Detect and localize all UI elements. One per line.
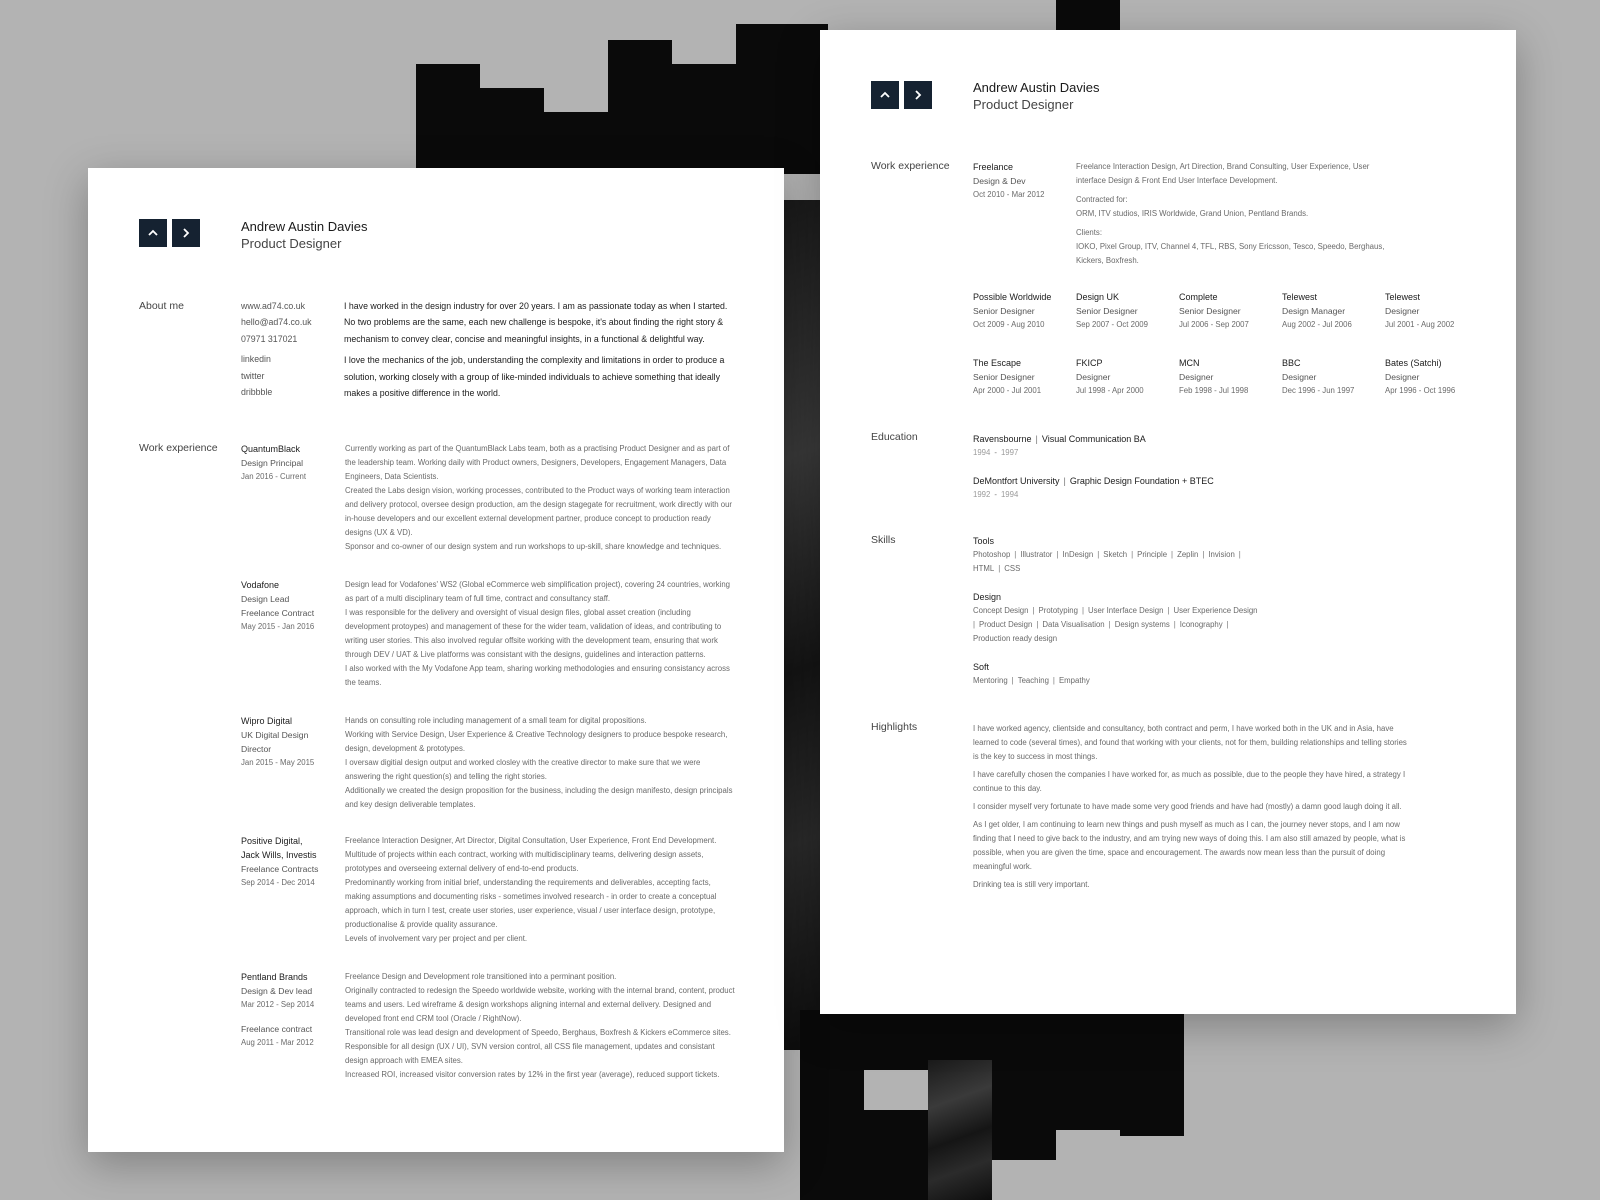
previous-button[interactable] (139, 219, 167, 247)
job-card (1076, 356, 1176, 398)
highlights-label: Highlights (871, 721, 918, 733)
job-role: Design & Dev (973, 176, 1026, 186)
job-header (241, 714, 336, 770)
job-card (1385, 356, 1485, 398)
person-name: Andrew Austin Davies (241, 219, 368, 234)
job-dates: Mar 2012 - Sep 2014 (241, 1000, 315, 1009)
job-description (345, 714, 737, 812)
skill-item: Prototyping (1038, 606, 1078, 615)
skill-item: Illustrator (1020, 550, 1053, 559)
job-description-line: I was responsible for the delivery and oversight of visual design files, global asset creation (including development protoypes) and management of these for the wider team, validation of ideas, and contributing to writing user stories. This also involved regular offsite working with the development team, ensuring that work through DEV / UAT & Live platforms was consistant with the designs, guidelines and interaction patterns. (345, 608, 722, 659)
job-description-line: Originally contracted to redesign the Speedo worldwide website, working with the internal brand, content, product teams and users. Led wireframe & design workshops aligning internal and external delivery. Designed and developed front end CRM tool (Oracle / RightNow). (345, 986, 735, 1023)
job-dates: Jul 1998 - Apr 2000 (1076, 386, 1144, 395)
job-company: Pentland Brands (241, 972, 308, 982)
skill-item: User Interface Design (1088, 606, 1164, 615)
education-label: Education (871, 431, 918, 443)
job-company: Freelance (973, 162, 1014, 172)
job-description-line: Predominantly working from initial brief, understanding the requirements and deliverables, accepting facts, making assumptions and documenting risks - sometimes involved research - in order to create a conceptual approach, which in turn I test, create user stories, user experience, visual / user interface design, prototype, productionalise & provide quality assurance. (345, 878, 717, 929)
job-description-line: Additionally we created the design proposition for the business, including the design manifesto, design principals and key design deliverable templates. (345, 786, 733, 809)
job-description-line: Multitude of projects within each contract, working with multidisciplinary teams, delivering design assets, prototypes and overseeing external delivery of end-to-end products. (345, 850, 704, 873)
job-role: Senior Designer (1179, 306, 1241, 316)
chevron-right-icon (912, 89, 924, 101)
job-description-line: Hands on consulting role including management of a small team for digital propositions. (345, 716, 647, 725)
job-description-line: Increased ROI, increased visitor conversion rates by 12% in the first year (average), reduced support tickets. (345, 1070, 720, 1079)
about-label: About me (139, 300, 184, 312)
job-description-line: Levels of involvement vary per project and per client. (345, 934, 528, 943)
skill-item: Design systems (1114, 620, 1170, 629)
skill-item: Photoshop (973, 550, 1011, 559)
contracted-list: ORM, ITV studios, IRIS Worldwide, Grand Union, Pentland Brands. (1076, 209, 1309, 218)
contracted-label: Contracted for: (1076, 195, 1128, 204)
job-company: Possible Worldwide (973, 292, 1052, 302)
job-company: Telewest (1385, 292, 1421, 302)
skill-item: Teaching (1017, 676, 1049, 685)
job-role: Design Lead (241, 594, 290, 604)
skill-list: Mentoring | Teaching | Empathy (973, 676, 1090, 685)
job-role: Designer (1179, 372, 1214, 382)
job-dates: May 2015 - Jan 2016 (241, 622, 315, 631)
phone-number: 07971 317021 (241, 333, 298, 344)
job-description-line: Sponsor and co-owner of our design system and run workshops to up-skill, share knowledge and techniques. (345, 542, 722, 551)
background-block (608, 40, 672, 174)
job-company: QuantumBlack (241, 444, 301, 454)
job-role: Designer (1282, 372, 1317, 382)
job-description-line: Transitional role was lead design and development of Speedo, Berghaus, Boxfresh & Kickers eCommerce sites. (345, 1028, 731, 1037)
skill-list: Photoshop | Illustrator | InDesign | Sketch | Principle | Zeplin | Invision | (973, 550, 1241, 559)
cv-page-right (820, 30, 1516, 1014)
job-description (345, 442, 737, 554)
background-block (992, 1070, 1056, 1160)
job-dates: Apr 1996 - Oct 1996 (1385, 386, 1456, 395)
job-dates: Dec 1996 - Jun 1997 (1282, 386, 1355, 395)
background-block (800, 1060, 864, 1200)
job-card (1282, 356, 1382, 398)
skill-item: Invision (1208, 550, 1235, 559)
job-header (973, 160, 1068, 202)
job-role: Design Manager (1282, 306, 1346, 316)
previous-button[interactable] (871, 81, 899, 109)
skill-group-title: Design (973, 592, 1002, 602)
job-dates: Sep 2014 - Dec 2014 (241, 878, 315, 887)
skill-list: Concept Design | Prototyping | User Interface Design | User Experience Design (973, 606, 1258, 615)
school-name: Ravensbourne (973, 434, 1032, 444)
next-button[interactable] (904, 81, 932, 109)
background-block (864, 1110, 928, 1200)
job-dates: Feb 1998 - Jul 1998 (1179, 386, 1249, 395)
year-to: 1997 (1000, 448, 1019, 457)
background-block (736, 24, 828, 174)
skills-soft (973, 660, 1273, 688)
dribbble-link[interactable]: dribbble (241, 387, 273, 398)
job-dates: Oct 2010 - Mar 2012 (973, 190, 1045, 199)
school-name: DeMontfort University (973, 476, 1060, 486)
job-contract: Freelance contract (241, 1024, 313, 1034)
job-role: Design & Dev lead (241, 986, 313, 996)
job-dates: Aug 2002 - Jul 2006 (1282, 320, 1352, 329)
job-company: Wipro Digital (241, 716, 293, 726)
job-dates: Jul 2001 - Aug 2002 (1385, 320, 1455, 329)
website-link[interactable]: www.ad74.co.uk (241, 301, 306, 311)
job-role: Senior Designer (973, 372, 1035, 382)
job-header (241, 578, 336, 634)
job-card (1076, 290, 1176, 332)
skill-item: Product Design (979, 620, 1033, 629)
job-description-line: Currently working as part of the QuantumBlack Labs team, both as a practising Product Designer and as part of the leadership team. Working daily with Product owners, Designers, Developers, Engagement Managers, Data Engineers, Data Scientists. (345, 444, 730, 481)
background-block (480, 88, 544, 174)
job-contract: Freelance Contract (241, 608, 315, 618)
job-role: Designer (1385, 306, 1420, 316)
skill-item: Principle (1137, 550, 1168, 559)
job-company: Design UK (1076, 292, 1120, 302)
work-experience-label: Work experience (871, 160, 950, 172)
job-role: Designer (1385, 372, 1420, 382)
job-description-line: Freelance Interaction Designer, Art Director, Digital Consultation, User Experience, Front End Development. (345, 836, 717, 845)
skills-label: Skills (871, 534, 896, 546)
job-company: Positive Digital, Jack Wills, Investis (241, 836, 317, 860)
job-card (1385, 290, 1485, 332)
job-description (345, 970, 737, 1082)
job-dates: Jul 2006 - Sep 2007 (1179, 320, 1249, 329)
skill-item: InDesign (1062, 550, 1094, 559)
background-block (1056, 1070, 1120, 1130)
background-block (672, 64, 736, 174)
skills-tools (973, 534, 1273, 576)
skill-group-title: Soft (973, 662, 990, 672)
year-from: 1992 (973, 490, 991, 499)
skill-item: Empathy (1058, 676, 1090, 685)
job-company: Vodafone (241, 580, 280, 590)
skill-group-title: Tools (973, 536, 995, 546)
job-header (241, 970, 336, 1050)
job-role: Senior Designer (1076, 306, 1138, 316)
job-company: BBC (1282, 358, 1301, 368)
skill-item: Production ready design (973, 634, 1058, 643)
skill-item: Concept Design (973, 606, 1029, 615)
about-paragraph: I love the mechanics of the job, understanding the complexity and limitations in order to produce a solution, working closely with a group of like-minded individuals to achieve something that ideally makes a positive difference in the world. (344, 355, 725, 399)
job-dates: Apr 2000 - Jul 2001 (973, 386, 1042, 395)
person-role: Product Designer (973, 97, 1074, 112)
linkedin-link[interactable]: linkedin (241, 354, 271, 365)
skill-item: CSS (1004, 564, 1021, 573)
job-company: MCN (1179, 358, 1200, 368)
job-description-line: I oversaw digitial design output and worked closley with the creative director to make sure that we were answering the right question(s) and telling the right stories. (345, 758, 701, 781)
page-nav (139, 219, 200, 247)
clients-list: IOKO, Pixel Group, ITV, Channel 4, TFL, RBS, Sony Ericsson, Tesco, Speedo, Berghaus, Kickers, Boxfresh. (1076, 242, 1385, 265)
job-header (241, 834, 323, 890)
highlights-text (973, 722, 1408, 896)
job-role: Freelance Contracts (241, 864, 319, 874)
job-role: Design Principal (241, 458, 304, 468)
about-text (344, 298, 736, 406)
skill-item: Zeplin (1177, 550, 1199, 559)
job-card (973, 290, 1073, 332)
skill-item: Iconography (1179, 620, 1223, 629)
year-to: 1994 (1000, 490, 1019, 499)
skill-item: Data Visualisation (1042, 620, 1105, 629)
background-block (1120, 1070, 1184, 1136)
course-name: Visual Communication BA (1041, 434, 1146, 444)
background-block (544, 112, 608, 174)
job-description (345, 834, 737, 946)
education-item: DeMontfort University | Graphic Design Foundation + BTEC 1992 - 1994 (973, 476, 1214, 499)
skill-item: User Experience Design (1173, 606, 1258, 615)
job-description-line: Working with Service Design, User Experience & Creative Technology designers to produce bespoke research, design, development & prototypes. (345, 730, 728, 753)
about-paragraph: I have worked in the design industry for over 20 years. I am as passionate today as when I started. No two problems are the same, each new challenge is bespoke, it's about finding the right story & mechanism to convey clear, concise and meaningful insights, in a functional & delightful way. (344, 301, 728, 344)
skill-list: HTML | CSS (973, 564, 1021, 573)
skill-item: HTML (973, 564, 995, 573)
job-header (241, 442, 336, 484)
skill-item: Sketch (1103, 550, 1128, 559)
job-company: Telewest (1282, 292, 1318, 302)
skill-list: | Product Design | Data Visualisation | Design systems | Iconography | (973, 620, 1229, 629)
job-card (1179, 290, 1279, 332)
job-card (973, 356, 1073, 398)
contact-list (241, 298, 331, 400)
job-company: Bates (Satchi) (1385, 358, 1442, 368)
job-card (1179, 356, 1279, 398)
clients-label: Clients: (1076, 228, 1102, 237)
skills-design (973, 590, 1293, 646)
job-dates: Jan 2015 - May 2015 (241, 758, 315, 767)
twitter-link[interactable]: twitter (241, 370, 265, 381)
job-card (1282, 290, 1382, 332)
chevron-up-icon (879, 89, 891, 101)
job-description-line: Design lead for Vodafones' WS2 (Global eCommerce web simplification project), covering 24 countries, working as part of a multi disciplinary team of full time, contract and consultancy staff. (345, 580, 731, 603)
job-description (1076, 160, 1386, 268)
work-experience-label: Work experience (139, 442, 218, 454)
job-description (345, 578, 737, 690)
job-description-line: Freelance Interaction Design, Art Direction, Brand Consulting, User Experience, User interface Design & Front End User Interface Development. (1076, 162, 1370, 185)
background-photo-strip (784, 200, 824, 1050)
job-description-line: I also worked with the My Vodafone App team, sharing working methodologies and ensuring consistancy across the teams. (345, 664, 730, 687)
job-dates: Oct 2009 - Aug 2010 (973, 320, 1045, 329)
background-block (416, 64, 480, 174)
skill-item: Mentoring (973, 676, 1008, 685)
education-item: Ravensbourne | Visual Communication BA 1994 - 1997 (973, 434, 1146, 457)
highlight-paragraph: As I get older, I am continuing to learn new things and push myself as much as I can, the journey never stops, and I am now finding that I need to give back to the industry, and am trying new ways of doing this. I am also still amazed by people, what is possible, when you are given the time, space and encouragement. The awards now mean less than the pursuit of doing meaningful work. (973, 820, 1406, 871)
job-role: Designer (1076, 372, 1111, 382)
job-dates: Jan 2016 - Current (241, 472, 307, 481)
highlight-paragraph: I have worked agency, clientside and consultancy, both contract and perm, I have worked both in the UK and in Asia, have learned to code (several times), and found that working with your clients, not for them, building relationships and telling stories is the key to success in most things. (973, 724, 1407, 761)
job-description-line: Created the Labs design vision, working processes, contributed to the Product ways of working team interaction and delivery protocol, oversee design production, am the design stagegate for recruitment, work directly with our in-house developers and our excellent external development partner, produce concept to production ready designs (UX & VD). (345, 486, 733, 537)
highlight-paragraph: I have carefully chosen the companies I have worked for, as much as possible, due to the people they have hired, a strategy I continue to this day. (973, 770, 1406, 793)
person-name: Andrew Austin Davies (973, 80, 1100, 95)
background-block (928, 1060, 992, 1200)
chevron-right-icon (180, 227, 192, 239)
job-dates: Sep 2007 - Oct 2009 (1076, 320, 1148, 329)
page-nav (871, 81, 932, 109)
job-role: Senior Designer (973, 306, 1035, 316)
job-company: FKICP (1076, 358, 1103, 368)
chevron-up-icon (147, 227, 159, 239)
course-name: Graphic Design Foundation + BTEC (1069, 476, 1214, 486)
job-description-line: Freelance Design and Development role transitioned into a perminant position. (345, 972, 617, 981)
person-role: Product Designer (241, 236, 342, 251)
cv-page-left (88, 168, 784, 1152)
next-button[interactable] (172, 219, 200, 247)
job-dates: Aug 2011 - Mar 2012 (241, 1038, 314, 1047)
email-link[interactable]: hello@ad74.co.uk (241, 317, 312, 328)
year-from: 1994 (973, 448, 991, 457)
job-company: The Escape (973, 358, 1022, 368)
job-role: UK Digital Design Director (241, 730, 309, 754)
job-company: Complete (1179, 292, 1218, 302)
job-description-line: Responsible for all design (UX / UI), SVN version control, all CSS file management, updates and consistant design approach with EMEA sites. (345, 1042, 715, 1065)
highlight-paragraph: Drinking tea is still very important. (973, 880, 1090, 889)
highlight-paragraph: I consider myself very fortunate to have made some very good friends and have had (mostly) a damn good laugh doing it all. (973, 802, 1402, 811)
